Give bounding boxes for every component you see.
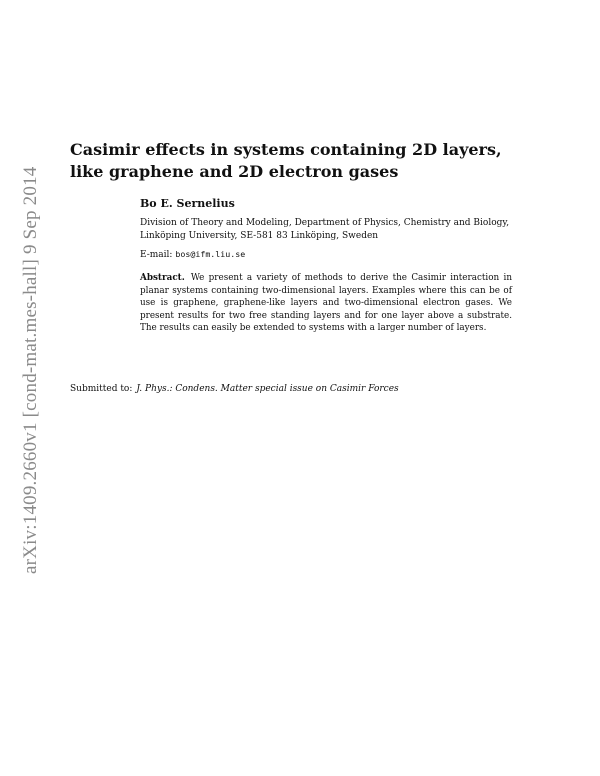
author-affiliation: [140, 217, 520, 243]
submission-note: [70, 383, 399, 396]
email-address[interactable]: bos@ifm.liu.se: [175, 249, 246, 259]
email-label: E-mail:: [140, 250, 173, 260]
arxiv-identifier: arXiv:1409.2660v1 [cond-mat.mes-hall] 9 Sep 2014: [20, 166, 41, 574]
paper-title: Casimir effects in systems containing 2D layers, like graphene and 2D electron gases: [70, 140, 502, 181]
abstract-heading: Abstract.: [140, 273, 185, 283]
abstract: [140, 272, 512, 335]
submitted-journal: J. Phys.: Condens. Matter special issue on Casimir Forces: [136, 384, 399, 394]
submitted-label: Submitted to:: [70, 384, 133, 394]
author-email: [140, 248, 245, 262]
abstract-text: We present a variety of methods to derive the Casimir interaction in planar systems containing two-dimensional layers. Examples where this can be of use is graphene, graphene-like layers and two-dimensional electron gases. We present results for two free standing layers and for one layer above a substrate. The results can easily be extended to systems with a larger number of layers.: [140, 273, 512, 334]
affiliation-line-2: Linköping University, SE-581 83 Linköping, Sweden: [140, 231, 379, 241]
affiliation-line-1: Division of Theory and Modeling, Department of Physics, Chemistry and Biology,: [140, 218, 510, 228]
author-list: Bo E. Sernelius: [140, 197, 235, 210]
